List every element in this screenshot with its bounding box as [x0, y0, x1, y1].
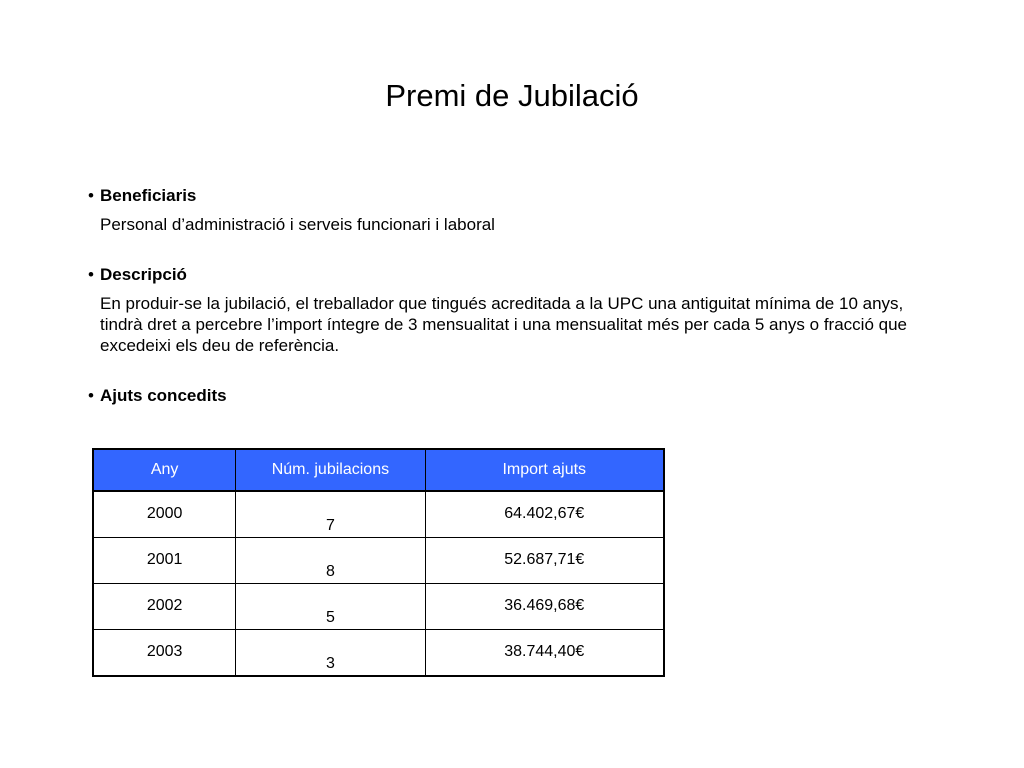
bullet-heading: Descripció [100, 265, 187, 284]
table-row [93, 630, 664, 677]
bullet-dot: • [88, 265, 94, 284]
cell-year: 2003 [93, 630, 236, 677]
cell-year: 2002 [93, 584, 236, 630]
table-row [93, 538, 664, 584]
cell-year: 2000 [93, 491, 236, 538]
bullet-dot: • [88, 186, 94, 205]
bullet-ajuts-concedits [88, 386, 940, 406]
ajuts-table [92, 448, 665, 677]
table-row [93, 584, 664, 630]
bullet-heading: Beneficiaris [100, 186, 197, 205]
slide-title: Premi de Jubilació [385, 78, 639, 113]
cell-count: 3 [236, 630, 425, 677]
cell-count: 7 [236, 491, 425, 538]
bullet-dot: • [88, 386, 94, 405]
cell-amount: 38.744,40€ [425, 630, 664, 677]
header-any: Any [93, 449, 236, 491]
bullet-body: Personal d’administració i serveis funcionari i laboral [100, 215, 495, 234]
cell-amount: 64.402,67€ [425, 491, 664, 538]
table-row [93, 491, 664, 538]
cell-amount: 36.469,68€ [425, 584, 664, 630]
cell-count: 5 [236, 584, 425, 630]
bullet-heading: Ajuts concedits [100, 386, 227, 405]
cell-amount: 52.687,71€ [425, 538, 664, 584]
header-import-ajuts: Import ajuts [425, 449, 664, 491]
bullet-descripcio [88, 265, 940, 356]
bullet-body: En produir-se la jubilació, el treballador que tingués acreditada a la UPC una antiguitat mínima de 10 anys, tindrà dret a percebre l’import íntegre de 3 mensualitat i una mensualitat més per cada 5 anys o fracció que excedeixi els deu de referència. [100, 294, 907, 355]
cell-count: 8 [236, 538, 425, 584]
table-header-row [93, 449, 664, 491]
header-num-jubilacions: Núm. jubilacions [236, 449, 425, 491]
cell-year: 2001 [93, 538, 236, 584]
bullet-beneficiaris [88, 186, 940, 235]
